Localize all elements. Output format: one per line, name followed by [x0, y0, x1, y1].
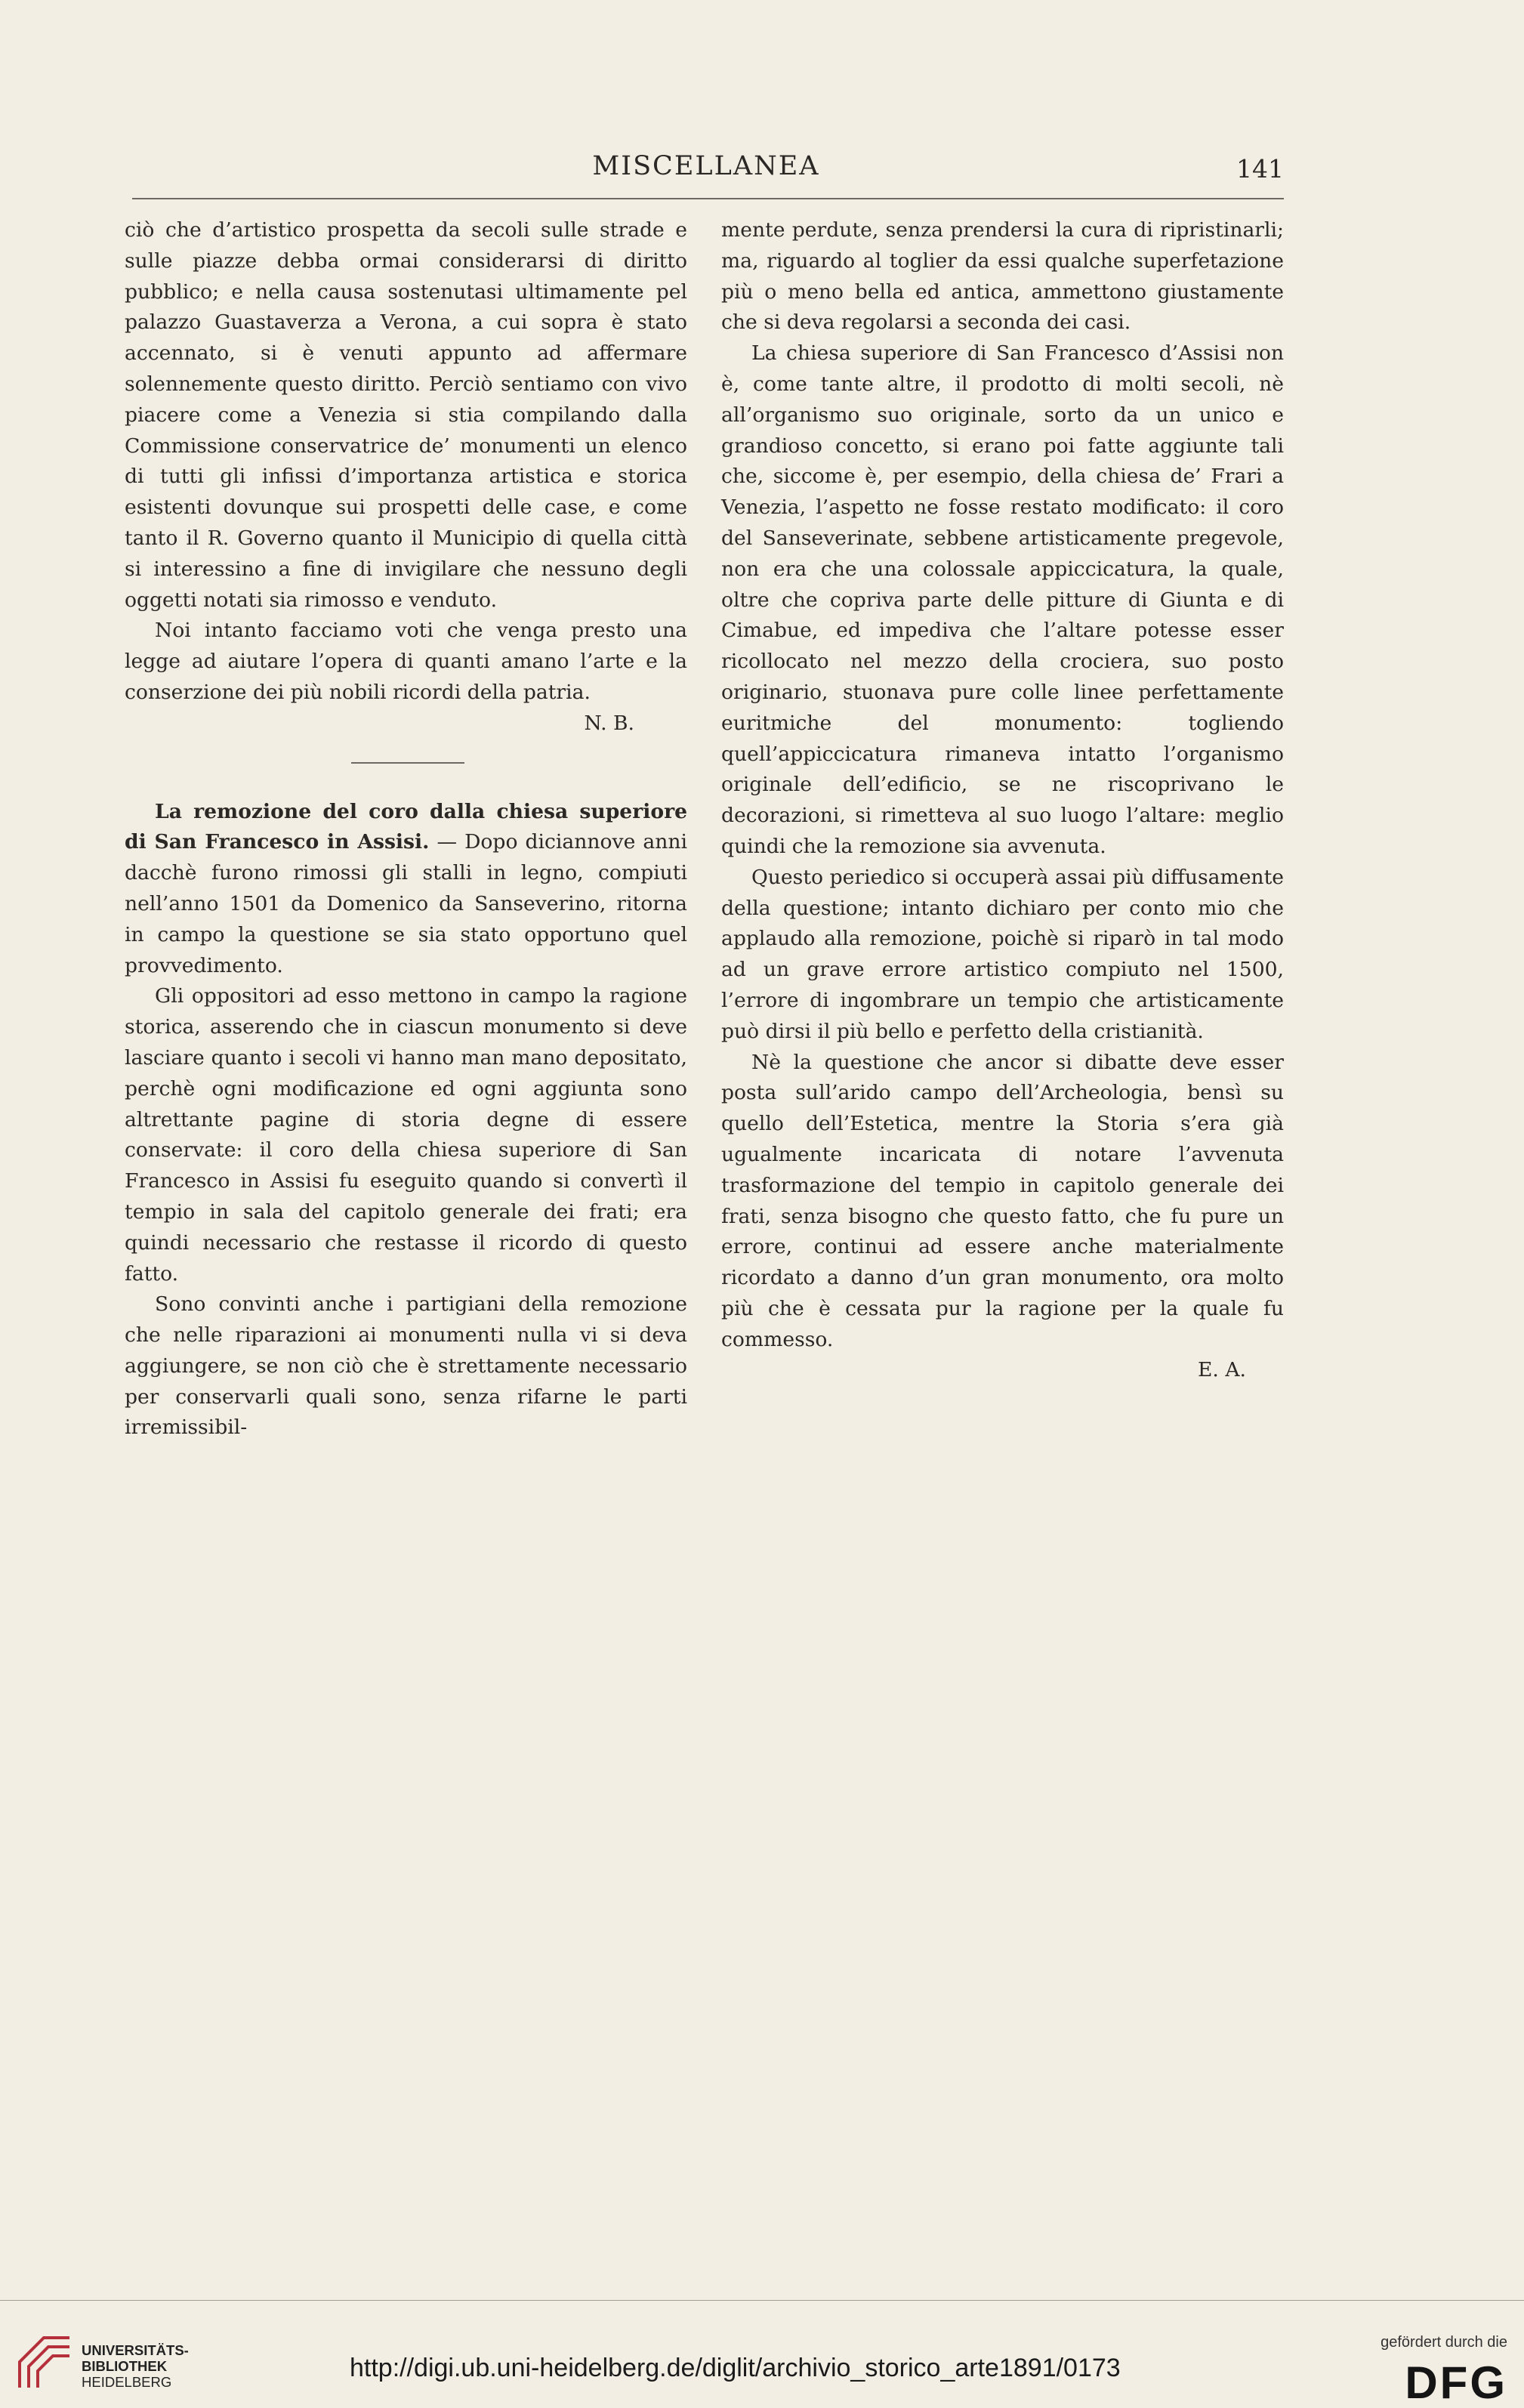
paragraph: Noi intanto facciamo voti che venga presto una legge ad aiutare l’opera di quanti amano l’arte e la conserzione dei più nobili ricordi della patria.	[125, 619, 687, 704]
paragraph: La chiesa superiore di San Francesco d’Assisi non è, come tante altre, il prodotto di molti secoli, nè all’organismo suo originale, sorto da un unico e grandioso concetto, si erano poi fatte aggiunte tali che, siccome è, per esempio, della chiesa de’ Frari a Venezia, l’aspetto ne fosse restato modificato: il coro del Sanseverinate, sebbene artisticamente pregevole, non era che una colossale appiccicatura, la quale, oltre che copriva parte delle pitture di Giunta e di Cimabue, ed impediva che l’altare potesse esser ricollocato nel mezzo della crociera, suo posto originario, stuonava pure colle linee perfettamente euritmiche del monumento: togliendo quell’appiccicatura rimaneva intatto l’organismo originale dell’edificio, se ne riscoprivano le decorazioni, si rimetteva al suo luogo l’altare: meglio quindi che la remozione sia avvenuta.	[721, 341, 1284, 858]
paragraph: Nè la questione che ancor si dibatte deve esser posta sull’arido campo dell’Archeologia, bensì su quello dell’Estetica, mentre la Storia s’era già ugualmente incaricata di notare l’avvenuta trasformazione del tempio in capitolo generale dei frati, senza bisogno che questo fatto, che fu pure un errore, continui ad essere anche materialmente ricordato a danno d’un gran monumento, ora molto più che è cessata pur la ragione per la quale fu commesso.	[721, 1050, 1284, 1351]
paragraph: ciò che d’artistico prospetta da secoli sulle strade e sulle piazze debba ormai considerarsi di diritto pubblico; e nella causa sostenutasi ultimamente pel palazzo Guastaverza a Verona, a cui sopra è stato accennato, si è venuti appunto ad affermare solennemente questo diritto. Perciò sentiamo con vivo piacere come a Venezia si stia compilando dalla Commissione conservatrice de’ monumenti un elenco di tutti gli infissi d’importanza artistica e storica esistenti dovunque sui prospetti delle case, e come tanto il R. Governo quanto il Municipio di quella città si interessino a fine di invigilare che nessuno degli oggetti notati sia rimosso e venduto.	[125, 218, 687, 612]
paragraph: Gli oppositori ad esso mettono in campo la ragione storica, asserendo che in ciascun monumento si deve lasciare quanto i secoli vi hanno man mano depositato, perchè ogni modificazione ed ogni aggiunta sono altrettante pagine di storia degne di essere conservate: il coro della chiesa superiore di San Francesco in Assisi fu eseguito quando si convertì il tempio in sala del capitolo generale dei frati; era quindi necessario che restasse il ricordo di questo fatto.	[125, 984, 687, 1286]
article-heading: La remozione del coro dalla chiesa superiore di San Francesco in Assisi.	[125, 799, 687, 854]
section-divider	[351, 762, 464, 764]
library-name	[82, 2342, 189, 2390]
running-head	[128, 151, 1284, 189]
library-name-line: UNIVERSITÄTS-	[82, 2342, 189, 2358]
right-column	[721, 215, 1284, 1386]
footer-rule	[0, 2300, 1524, 2301]
header-rule	[132, 198, 1284, 199]
permalink-url[interactable]: http://digi.ub.uni-heidelberg.de/diglit/archivio_storico_arte1891/0173	[350, 2354, 1121, 2382]
dfg-logo: DFG	[1405, 2357, 1507, 2408]
signature: E. A.	[1198, 1358, 1246, 1382]
paragraph-text: — Dopo diciannove anni dacchè furono rimossi gli stalli in legno, compiuti nell’anno 1501 da Domenico da Sanseverino, ritorna in campo la questione se sia stato opportuno quel provvedimento.	[125, 830, 687, 977]
signature: N. B.	[584, 711, 634, 735]
article-paragraph	[125, 797, 687, 982]
library-logo-icon	[14, 2332, 72, 2391]
paragraph: mente perdute, senza prendersi la cura di ripristinarli; ma, riguardo al toglier da essi qualche superfetazione più o meno bella ed antica, ammettono giustamente che si deva regolarsi a seconda dei casi.	[721, 218, 1284, 335]
library-name-line: HEIDELBERG	[82, 2374, 172, 2390]
funding-note: gefördert durch die	[1381, 2334, 1507, 2351]
paragraph: Sono convinti anche i partigiani della remozione che nelle riparazioni ai monumenti nulla vi si deva aggiungere, se non ciò che è strettamente necessario per conservarli quali sono, senza rifarne le parti irremissibil-	[125, 1292, 687, 1440]
paragraph: Questo periedico si occuperà assai più diffusamente della questione; intanto dichiaro per conto mio che applaudo alla remozione, poichè si riparò in tal modo ad un grave errore artistico compiuto nel 1500, l’errore di ingombrare un tempio che artisticamente può dirsi il più bello e perfetto della cristianità.	[721, 865, 1284, 1043]
left-column	[125, 215, 687, 1443]
footer-bar	[0, 2300, 1524, 2408]
running-title: MISCELLANEA	[592, 151, 820, 181]
library-name-line: BIBLIOTHEK	[82, 2358, 168, 2374]
page-number: 141	[1236, 154, 1284, 184]
